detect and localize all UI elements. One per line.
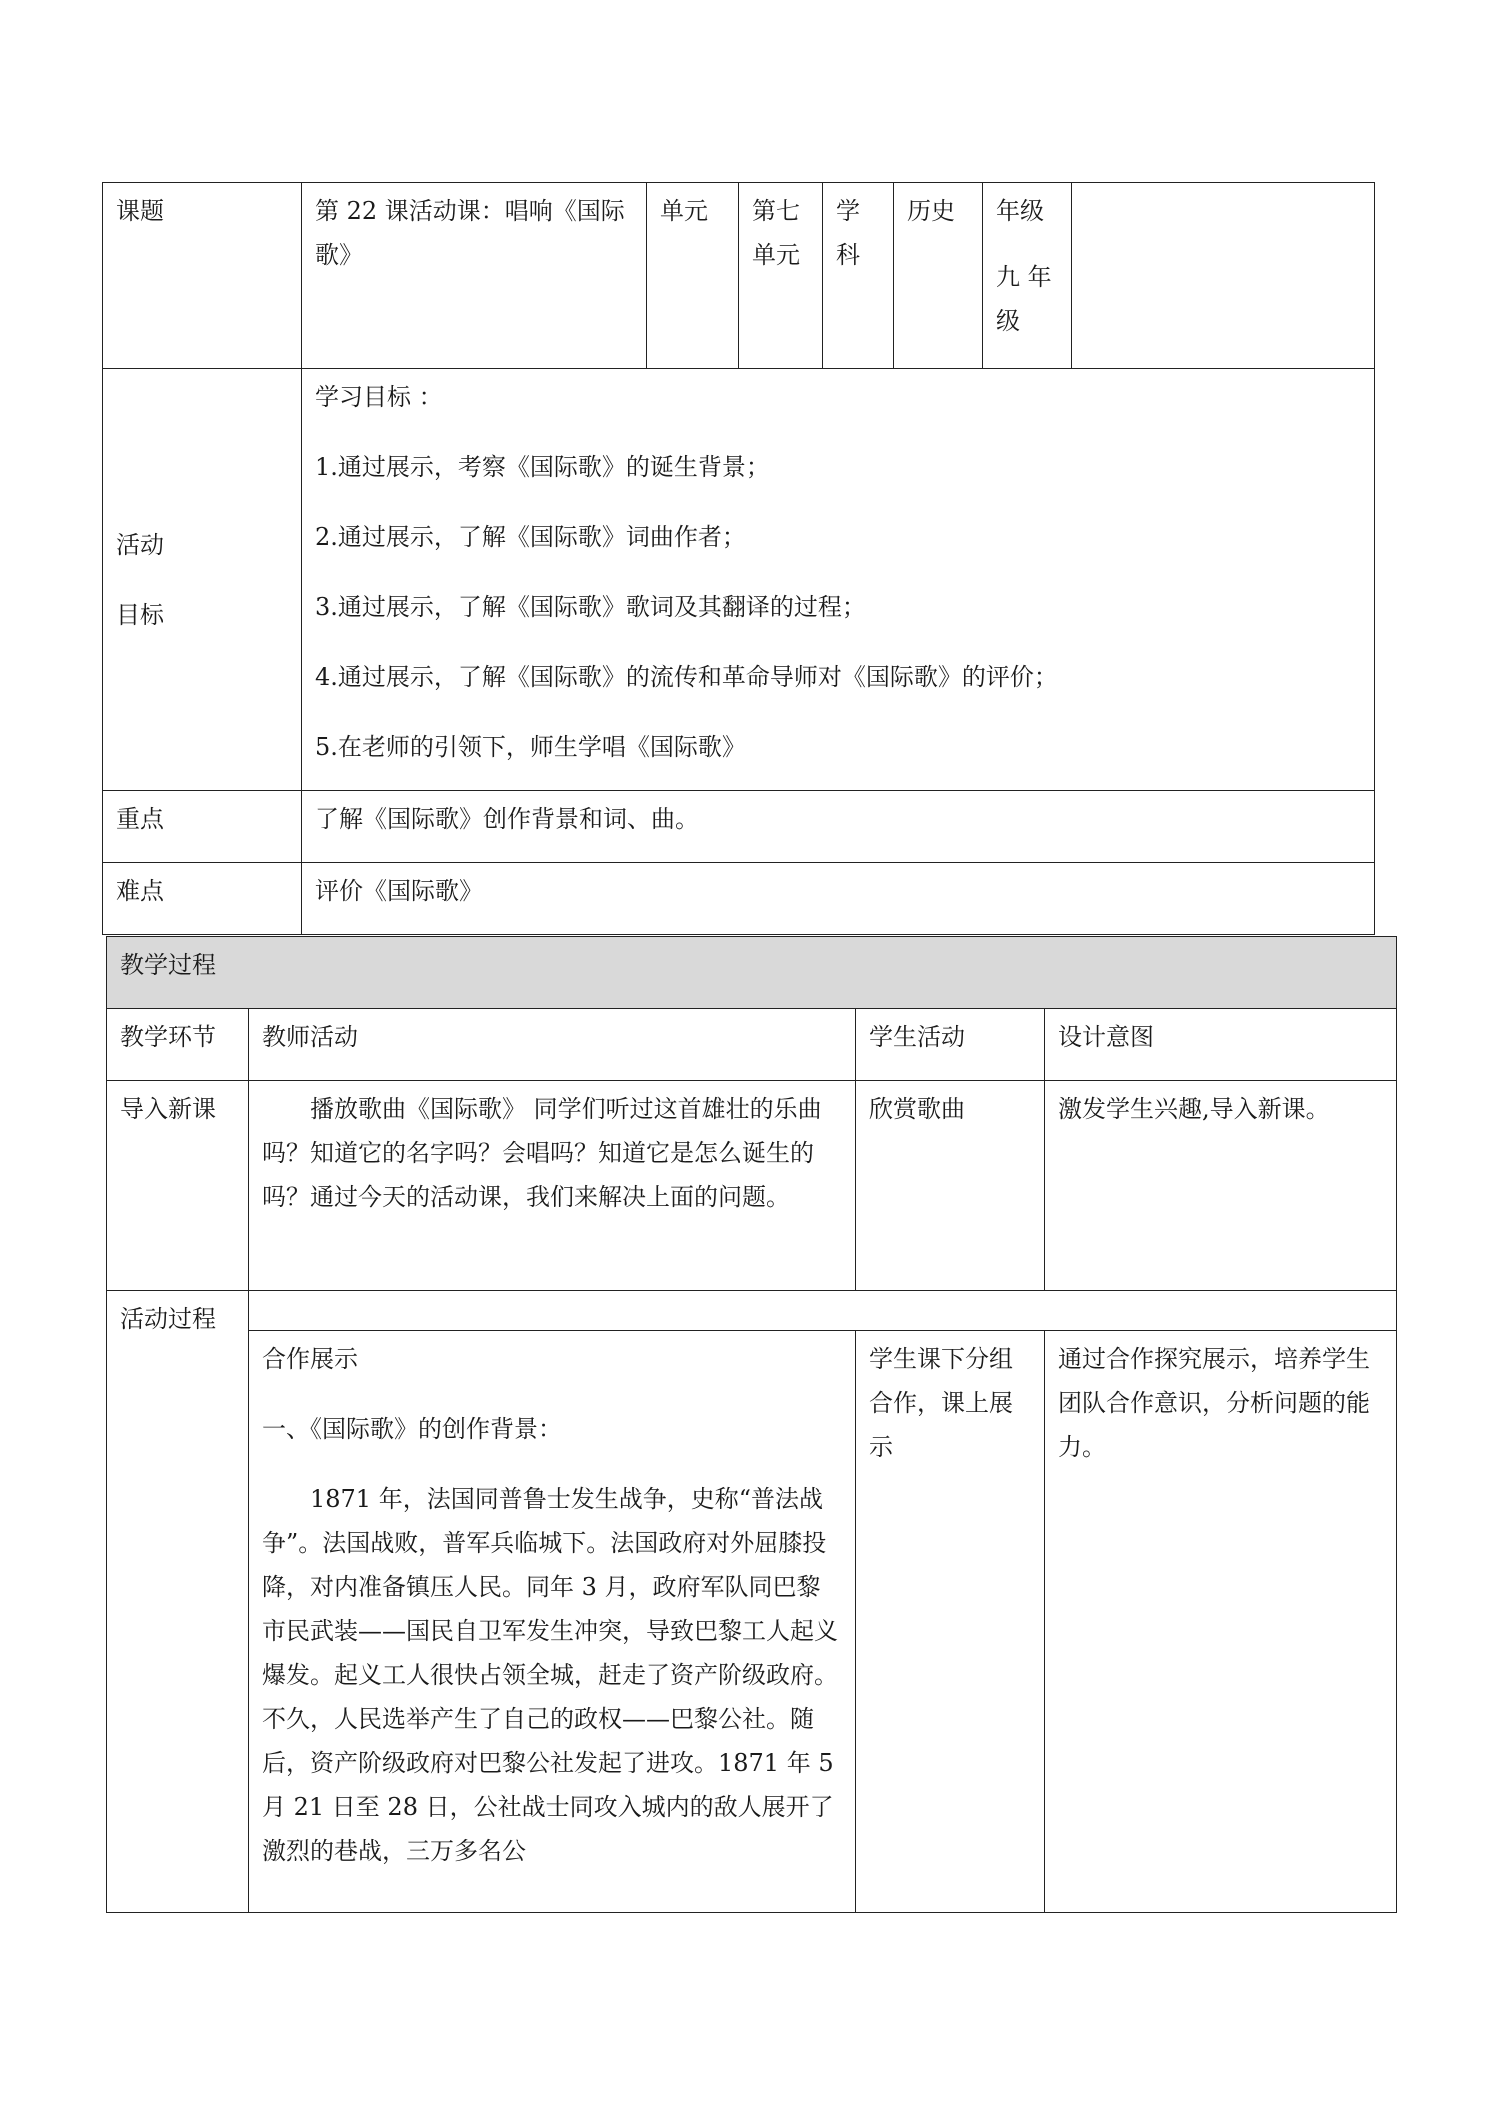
unit-label: 单元 <box>647 183 739 369</box>
activity-subheading: 一、《国际歌》的创作背景： <box>262 1415 562 1443</box>
activity-intent: 通过合作探究展示，培养学生团队合作意识，分析问题的能力。 <box>1045 1331 1397 1913</box>
intro-intent: 激发学生兴趣,导入新课。 <box>1045 1081 1397 1291</box>
unit-value: 第七单元 <box>739 183 823 369</box>
subject-value: 历史 <box>894 183 983 369</box>
process-section-title: 教学过程 <box>107 937 1397 1009</box>
grade-label: 年级 <box>996 197 1044 225</box>
grade-value: 九 年级 <box>996 263 1052 335</box>
objective-item: 4.通过展示，了解《国际歌》的流传和革命导师对《国际歌》的评价； <box>315 663 1058 691</box>
objectives-heading: 学习目标 ： <box>315 383 443 411</box>
objective-item: 1.通过展示，考察《国际歌》的诞生背景； <box>315 453 770 481</box>
activity-teacher <box>249 1331 856 1913</box>
activity-stage: 活动过程 <box>107 1291 249 1913</box>
activity-spacer <box>249 1291 1397 1331</box>
difficulty-value: 评价《国际歌》 <box>302 863 1375 935</box>
activity-body: 1871 年，法国同普鲁士发生战争，史称“普法战争”。法国战败，普军兵临城下。法国政府对外屈膝投降，对内准备镇压人民。同年 3 月，政府军队同巴黎市民武装——国民自卫军发生冲突，导致巴黎工人起义爆发。起义工人很快占领全城，赶走了资产阶级政府。不久，人民选举产生了自己的政权——巴黎公社。随后，资产阶级政府对巴黎公社发起了进攻。1871 年 5 月 21 日至 28 日，公社战士同攻入城内的敌人展开了激烈的巷战，三万多名公 <box>262 1485 838 1865</box>
difficulty-label: 难点 <box>103 863 302 935</box>
intro-stage: 导入新课 <box>107 1081 249 1291</box>
objective-item: 5.在老师的引领下，师生学唱《国际歌》 <box>315 733 746 761</box>
empty-cell <box>1072 183 1375 369</box>
key-point-label: 重点 <box>103 791 302 863</box>
grade-cell <box>983 183 1072 369</box>
activity-student: 学生课下分组合作，课上展示 <box>856 1331 1045 1913</box>
objectives-content <box>302 369 1375 791</box>
header-intent: 设计意图 <box>1045 1009 1397 1081</box>
header-teacher: 教师活动 <box>249 1009 856 1081</box>
intro-student: 欣赏歌曲 <box>856 1081 1045 1291</box>
objective-item: 3.通过展示，了解《国际歌》歌词及其翻译的过程； <box>315 593 866 621</box>
title-value: 第 22 课活动课：唱响《国际歌》 <box>302 183 647 369</box>
key-point-value: 了解《国际歌》创作背景和词、曲。 <box>302 791 1375 863</box>
intro-teacher: 播放歌曲《国际歌》 同学们听过这首雄壮的乐曲吗？知道它的名字吗？会唱吗？知道它是怎么诞生的吗？通过今天的活动课，我们来解决上面的问题。 <box>249 1081 856 1291</box>
subject-label: 学科 <box>823 183 894 369</box>
header-student: 学生活动 <box>856 1009 1045 1081</box>
activity-heading: 合作展示 <box>262 1345 358 1373</box>
header-stage: 教学环节 <box>107 1009 249 1081</box>
objectives-label: 活动 目标 <box>103 369 302 791</box>
title-label: 课题 <box>103 183 302 369</box>
objective-item: 2.通过展示，了解《国际歌》词曲作者； <box>315 523 746 551</box>
teaching-process-table <box>106 936 1397 1913</box>
lesson-info-table <box>102 182 1375 935</box>
